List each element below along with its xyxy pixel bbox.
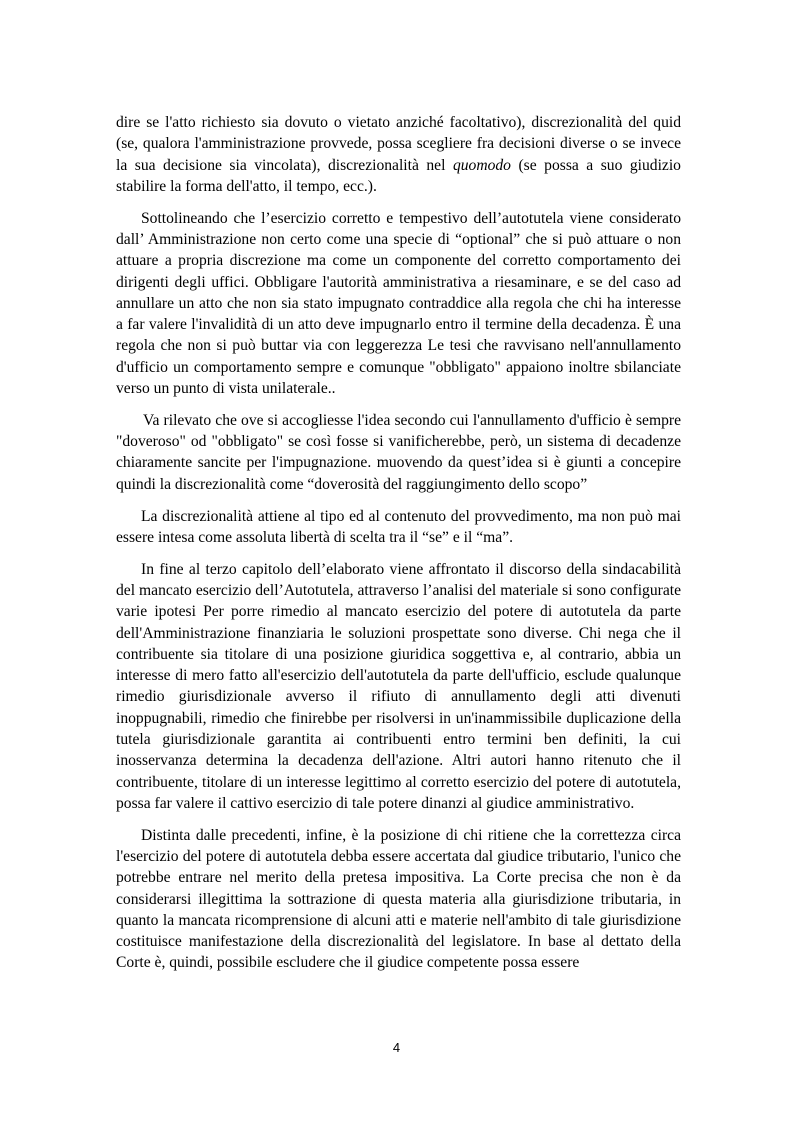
paragraph-1-italic-quomodo: quomodo — [452, 156, 511, 174]
paragraph-1-part-1: dire se l'atto richiesto sia dovuto o vietato anziché facoltativo), discrezionalità del quid (se, qualora l'amministrazione provvede, possa scegliere fra decisioni diverse o se invece la sua decisione sia vincolata), discrezionalità nel — [116, 114, 681, 174]
paragraph-6: Distinta dalle precedenti, infine, è la posizione di chi ritiene che la correttezza circa l'esercizio del potere di autotutela debba essere accertata dal giudice tributario, l'unico che potrebbe entrare nel merito della pretesa impositiva. La Corte precisa che non è da considerarsi illegittima la sottrazione di questa materia alla giurisdizione tributaria, in quanto la mancata ricomprensione di alcuni atti e materie nell'ambito di tale giurisdizione costituisce manifestazione della discrezionalità del legislatore. In base al dettato della Corte è, quindi, possibile escludere che il giudice competente possa essere — [116, 826, 681, 972]
document-body — [116, 112, 681, 974]
paragraph-2: Sottolineando che l’esercizio corretto e tempestivo dell’autotutela viene considerato dall’ Amministrazione non certo come una specie di “optional” che si può attuare o non attuare a propria discrezione ma come un componente del corretto comportamento dei dirigenti degli uffici. Obbligare l'autorità amministrativa a riesaminare, e se del caso ad annullare un atto che non sia stato impugnato contraddice alla regola che chi ha interesse a far valere l'invalidità di un atto deve impugnarlo entro il termine della decadenza. È una regola che non si può buttar via con leggerezza Le tesi che ravvisano nell'annullamento d'ufficio un comportamento sempre e comunque "obbligato" appaiono inoltre sbilanciate verso un punto di vista unilaterale.. — [116, 209, 681, 398]
paragraph-4: La discrezionalità attiene al tipo ed al contenuto del provvedimento, ma non può mai essere intesa come assoluta libertà di scelta tra il “se” e il “ma”. — [116, 507, 681, 546]
paragraph-5: In fine al terzo capitolo dell’elaborato viene affrontato il discorso della sindacabilità del mancato esercizio dell’Autotutela, attraverso l’analisi del materiale si sono configurate varie ipotesi Per porre rimedio al mancato esercizio del potere di autotutela da parte dell'Amministrazione finanziaria le soluzioni prospettate sono diverse. Chi nega che il contribuente sia titolare di una posizione giuridica soggettiva e, al contrario, abbia un interesse di mero fatto all'esercizio dell'autotutela da parte dell'ufficio, esclude qualunque rimedio giurisdizionale avverso il rifiuto di annullamento degli atti divenuti inoppugnabili, rimedio che finirebbe per risolversi in un'inammissibile duplicazione della tutela giurisdizionale garantita ai contribuenti entro termini ben definiti, la cui inosservanza determina la decadenza dell'azione. Altri autori hanno ritenuto che il contribuente, titolare di un interesse legittimo al corretto esercizio del potere di autotutela, possa far valere il cattivo esercizio di tale potere dinanzi al giudice amministrativo. — [116, 560, 681, 812]
paragraph-1-part-3: (se possa a suo giudizio stabilire la forma dell'atto, il tempo, ecc.). — [116, 156, 681, 195]
paragraph-1 — [116, 112, 681, 197]
paragraph-3: Va rilevato che ove si accogliesse l'idea secondo cui l'annullamento d'ufficio è sempre "doveroso" od "obbligato" se così fosse si vanificherebbe, però, un sistema di decadenze chiaramente sancite per l'impugnazione. muovendo da quest’idea si è giunti a concepire quindi la discrezionalità come “doverosità del raggiungimento dello scopo” — [116, 411, 681, 493]
page-number: 4 — [392, 1040, 401, 1055]
